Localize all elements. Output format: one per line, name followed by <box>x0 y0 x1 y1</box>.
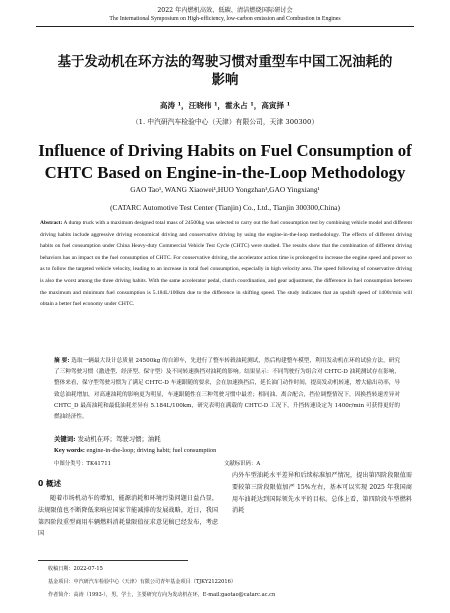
chinese-title-line2: 影响 <box>211 73 239 88</box>
english-title-line1: Influence of Driving Habits on Fuel Consumption of <box>38 141 412 160</box>
body-text-left-column: 随着市场机动车的增加，能源消耗和环境污染问题日益凸显，法规限值也不断降低来响应国家节能减排的发展战略，近日，我国第四阶段重型商用车辆燃料消耗量限值征求意见稿已经发布，考虑国 <box>38 495 218 538</box>
english-authors: GAO Tao¹, WANG Xiaowei¹,HUO Yongzhan¹,GAO Yingxiang¹ <box>130 185 320 194</box>
footnote-fund: 基金项目：中汽研汽车检验中心（天津）有限公司青年基金项目（TJKY2122016） <box>48 579 236 585</box>
english-abstract <box>40 218 412 311</box>
footnote-author: 作者简介：高涛（1993-），男，学士，主要研究方向为发动机在环，E-mail:gaotao@catarc.ac.cn <box>48 592 276 598</box>
english-title-line2: CHTC Based on Engine-in-the-Loop Methodology <box>44 163 406 182</box>
running-header-cn: 2022 年内燃机高效、低碳、清洁燃烧国际研讨会 <box>157 7 293 14</box>
header-rule <box>36 26 414 27</box>
running-header-en: The International Symposium on High-efficiency, low-carbon emission and Combustion in Engines <box>109 16 341 22</box>
chinese-abstract-text: 选取一辆最大设计总质量 24500kg 的自卸车，先进行了整车转毂油耗测试，然后构建整车模型，利用发动机在环的试验方法，研究了三种驾驶习惯（激进型、经济型、保守型）及不同转速换挡对油耗的影响。结果显示：不同驾驶行为组合对 CHTC-D 油耗测试存在影响，整体来看，保守型驾驶习惯为了满足 CHTC-D 车速跟随的要求，会在加速换挡后，延长油门动作时间，提高发动机转速，增大输出功率，导致总油耗增加，对高速油耗的影响更为明显，车速跟随性在三种驾驶习惯中最差；相同油、离合配合，挡位调整情况下，因换挡转速差异对 CHTC_D 最高油耗和最低油耗差异有 5.184L/100km，研究表明在满载的 CHTC-D 工况下，升挡转速设定为 1400r/min 可获得更好的燃油经济性。 <box>54 358 401 421</box>
english-abstract-label: Abstract: <box>40 220 63 226</box>
english-keywords-text: engine-in-the-loop; driving habit; fuel consumption <box>86 447 217 454</box>
english-keywords-label: Key words: <box>54 447 85 454</box>
english-keywords <box>54 447 400 454</box>
chinese-abstract <box>54 356 400 423</box>
chinese-keywords-text: 发动机在环；驾驶习惯；油耗 <box>77 435 161 443</box>
english-abstract-text: A dump truck with a maximum designed total mass of 24500kg was selected to carry out the fuel consumption test by combining vehicle model and different driving habits include aggressive driving economical driving and conservative driving by using the engine-in-the-loop methodology. The effects of different driving habits on fuel consumption under China Heavy-duty Commercial Vehicle Test Cycle (CHTC) were studied. The results show that the combination of different driving behaviors has an impact on the fuel consumption of CHTC. For conservative driving, the accelerator action time is prolonged to increase the engine speed and power so as to follow the targeted vehicle velocity, leading to an increase in total fuel consumption, especially in high velocity area. The speed following of conservative driving is also the worst among the three driving habits. With the same accelerator pedal, clutch coordination, and gear adjustment, the difference in fuel consumption between the maximum and minimum fuel consumption is 5.184L/100km due to the difference in shifting speed. The study indicates that an upshift speed of 1400r/min will obtain a better fuel economy under CHTC. <box>40 220 412 308</box>
english-title <box>20 140 430 184</box>
chinese-abstract-label: 摘 要: <box>54 358 70 364</box>
footnote-rule <box>38 560 188 561</box>
chinese-title-line1: 基于发动机在环方法的驾驶习惯对重型车中国工况油耗的 <box>57 55 393 70</box>
chinese-affiliation: （1. 中汽研汽车检验中心（天津）有限公司，天津 300300） <box>131 118 319 126</box>
chinese-authors: 高涛 ¹，汪晓伟 ¹，霍永占 ¹，高寅择 ¹ <box>159 101 291 110</box>
chinese-keywords-label: 关键词: <box>54 435 76 443</box>
chinese-keywords <box>54 434 400 443</box>
section-heading: 0 概述 <box>38 479 62 488</box>
body-text-right-column: 内外车型油耗水平差异和后续标准加严情况，提出第四阶段限值需要较第三阶段限值加严 15%左右，基本可以实现 2025 年我国商用车油耗达到国际领先水平的目标。总体上看，第四阶段车型燃料消耗 <box>232 472 412 515</box>
english-affiliation: (CATARC Automotive Test Center (Tianjin) Co., Ltd., Tianjin 300300,China) <box>110 203 340 212</box>
chinese-title <box>30 54 420 90</box>
footnote-received: 收稿日期：2022-07-15 <box>48 566 103 572</box>
clc-number: 中图分类号：TK41711 <box>54 461 112 467</box>
document-code: 文献标识码：A <box>224 461 261 467</box>
